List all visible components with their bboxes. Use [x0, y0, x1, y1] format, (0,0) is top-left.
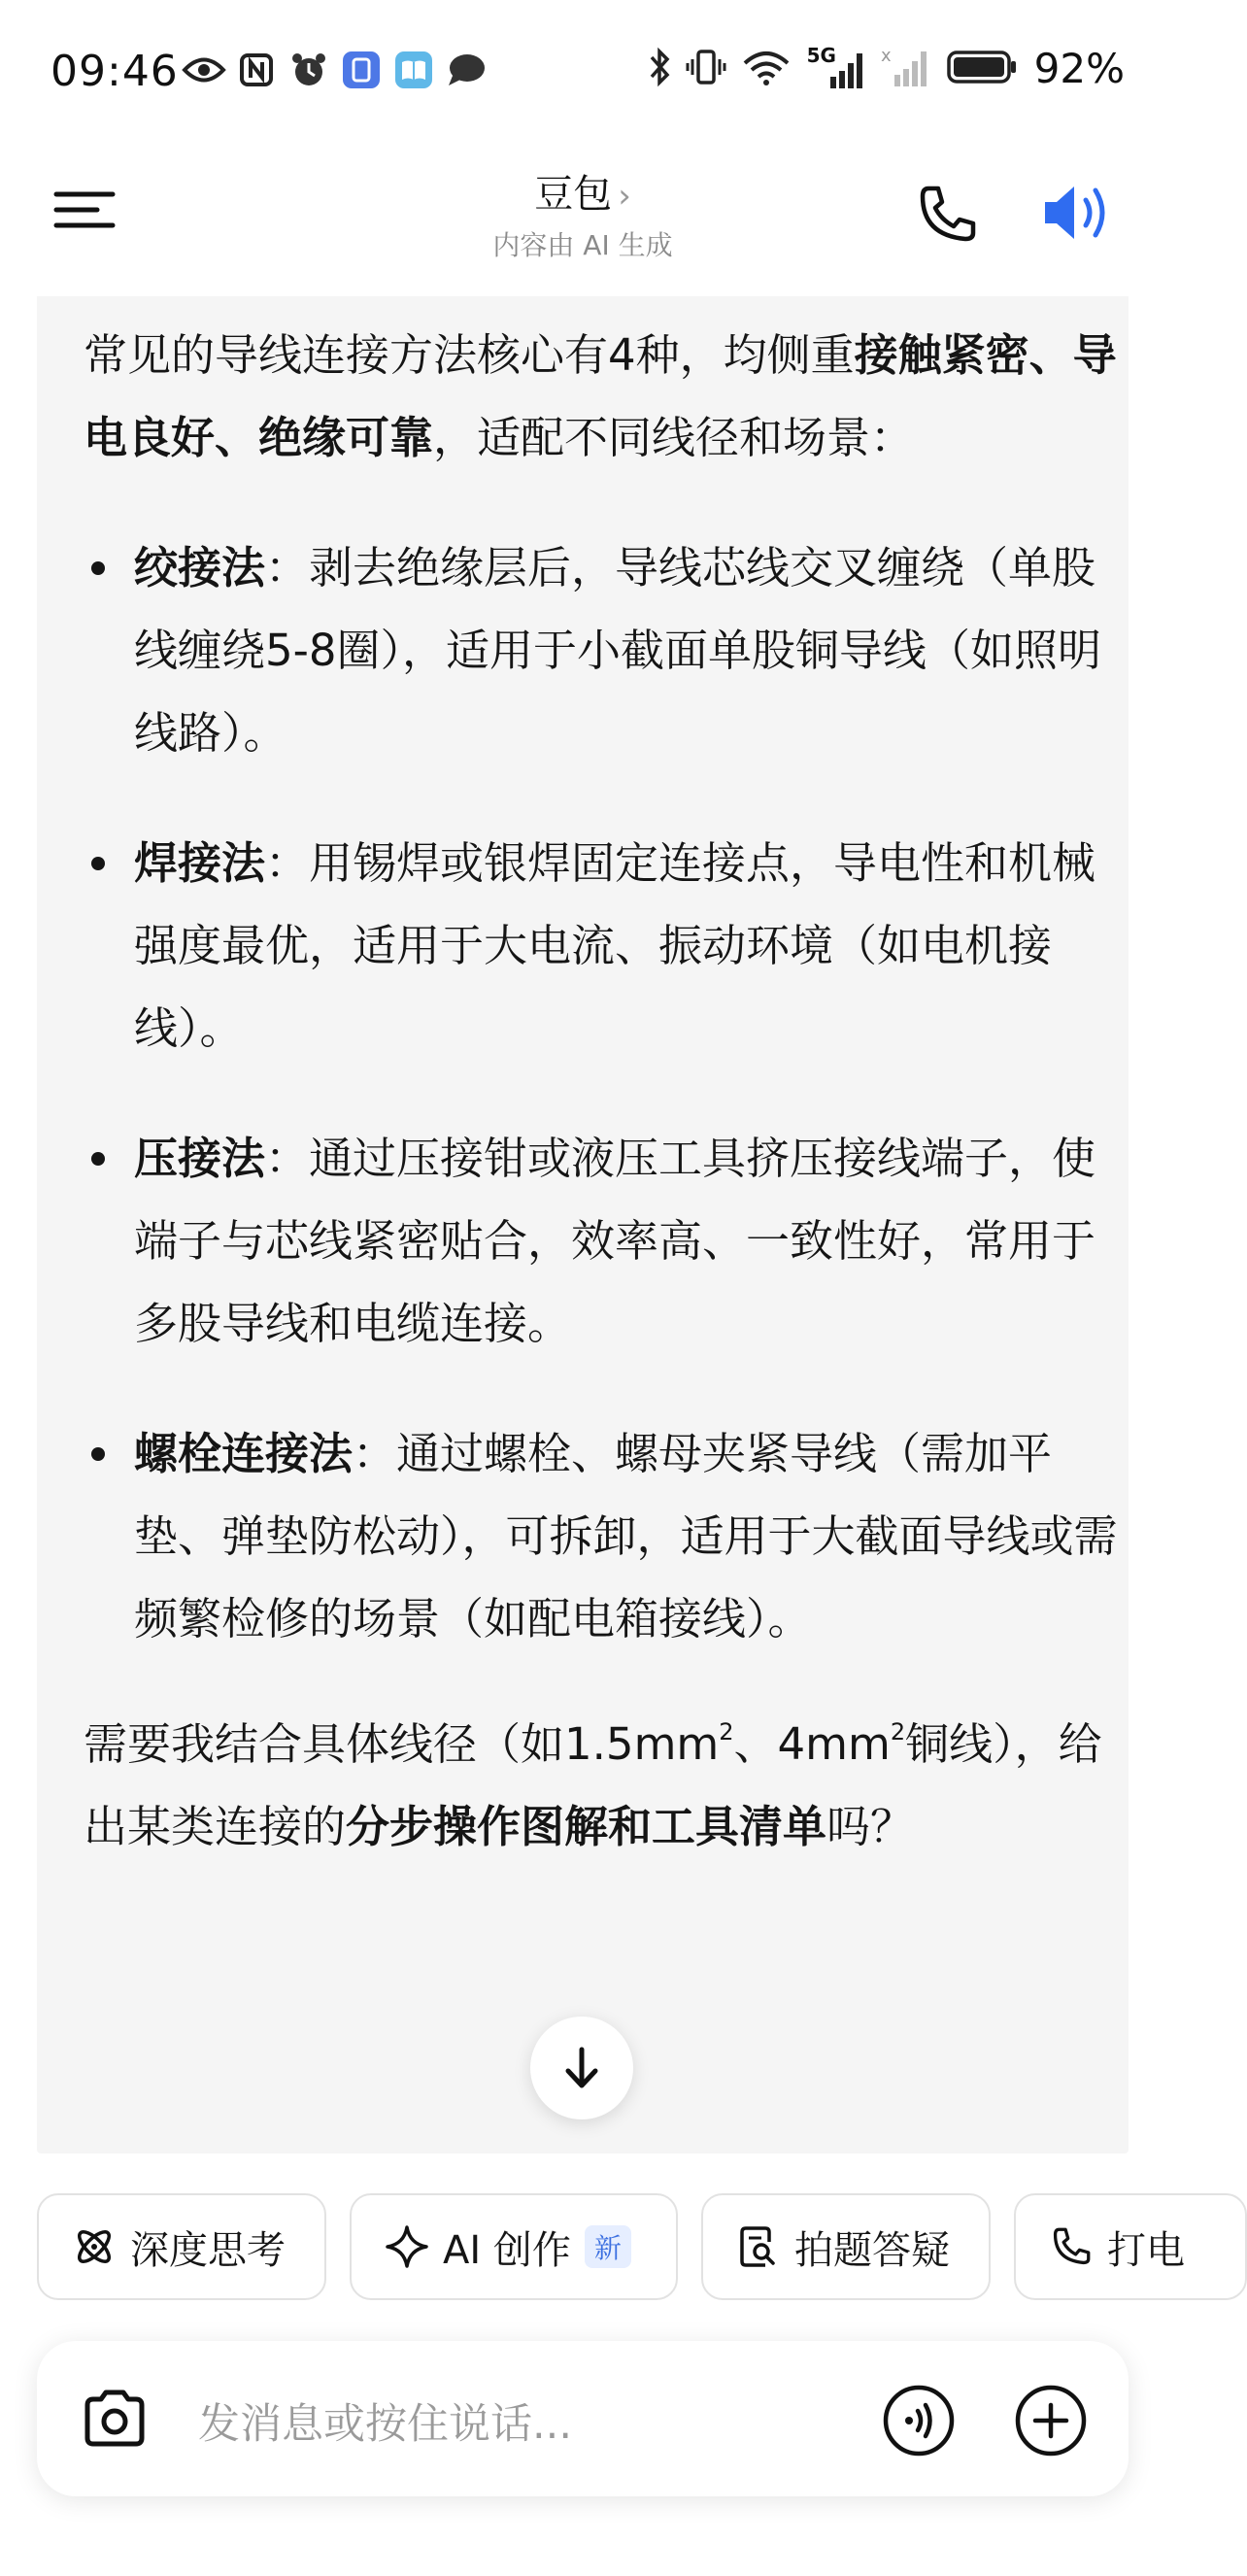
signal-off-icon — [881, 46, 931, 92]
svg-text:x: x — [880, 45, 892, 66]
method-list — [84, 526, 1123, 1660]
bot-title-area[interactable] — [0, 163, 1165, 263]
item-term: 焊接法 — [134, 837, 266, 889]
atom-icon — [72, 2224, 117, 2269]
scroll-to-bottom-button[interactable] — [530, 2017, 633, 2119]
intro-text-1: 常见的导线连接方法核心有4种，均侧重 — [84, 329, 855, 381]
new-badge: 新 — [585, 2225, 631, 2268]
list-item — [84, 1117, 1123, 1365]
book-app-icon — [394, 51, 433, 89]
ai-message-text — [84, 314, 1123, 1868]
read-aloud-button[interactable] — [1037, 179, 1115, 247]
item-term: 压接法 — [134, 1133, 266, 1184]
voice-wave-icon — [882, 2384, 956, 2457]
bot-name: 豆包 — [534, 172, 613, 217]
item-desc: ：剥去绝缘层后，导线芯线交叉缠绕（单股线缠绕5-8圈），适用于小截面单股铜导线（如照明线路）。 — [134, 542, 1102, 759]
signal-icon — [806, 43, 865, 90]
quick-action-chips — [37, 2193, 1185, 2302]
bluetooth-icon — [648, 48, 671, 90]
arrow-down-icon — [560, 2044, 603, 2092]
outro-bold-text: 分步操作图解和工具清单 — [346, 1801, 827, 1852]
network-type-label: 5G — [806, 43, 836, 67]
phone-icon — [913, 181, 981, 249]
phone-icon — [1049, 2224, 1094, 2269]
eye-icon — [185, 51, 223, 89]
search-doc-icon — [736, 2224, 781, 2269]
ai-message-card — [37, 296, 1129, 2153]
outro-text-4: 吗？ — [826, 1801, 915, 1852]
chip-label: AI 创作 — [443, 2227, 571, 2273]
status-time: 09:46 — [51, 47, 179, 96]
outro-text-1: 需要我结合具体线径（如1.5mm — [84, 1718, 720, 1770]
speaker-icon — [1037, 179, 1115, 247]
wifi-icon — [741, 48, 792, 90]
outro-text-3: 铜线），给出某类连接的 — [84, 1718, 1102, 1852]
list-item — [84, 822, 1123, 1069]
app-notify-icon — [342, 51, 381, 89]
chip-label: 打电 — [1107, 2227, 1185, 2273]
battery-percent: 92% — [1033, 45, 1125, 92]
list-item — [84, 526, 1123, 774]
chip-photo-question[interactable] — [701, 2193, 991, 2300]
outro-text-2: 、4mm — [733, 1718, 891, 1770]
more-options-button[interactable] — [1014, 2384, 1088, 2457]
status-system-icons — [648, 45, 1125, 92]
voice-call-button[interactable] — [913, 181, 981, 249]
status-bar — [0, 0, 1165, 146]
chip-label: 深度思考 — [130, 2227, 286, 2273]
item-desc: ：用锡焊或银焊固定连接点，导电性和机械强度最优，适用于大电流、振动环境（如电机接线）。 — [134, 837, 1096, 1054]
list-item — [84, 1412, 1123, 1660]
camera-icon — [80, 2388, 150, 2450]
alarm-icon — [289, 51, 328, 89]
bullet-dot — [91, 1152, 105, 1166]
bullet-dot — [91, 561, 105, 575]
item-term: 绞接法 — [134, 542, 266, 593]
chat-header — [0, 146, 1165, 272]
vibrate-icon — [687, 48, 725, 90]
chevron-right-icon: › — [618, 177, 631, 216]
chat-bubble-icon — [447, 51, 486, 89]
status-notification-icons — [185, 51, 486, 89]
item-term: 螺栓连接法 — [134, 1428, 354, 1479]
camera-button[interactable] — [80, 2388, 150, 2450]
superscript: 2 — [719, 1718, 734, 1746]
chip-ai-create[interactable] — [350, 2193, 678, 2300]
bullet-dot — [91, 1447, 105, 1461]
item-desc: ：通过螺栓、螺母夹紧导线（需加平垫、弹垫防松动），可拆卸，适用于大截面导线或需频繁检修的场景（如配电箱接线）。 — [134, 1428, 1118, 1644]
superscript: 2 — [890, 1718, 906, 1746]
intro-bold-text: 接触紧密、导电良好、绝缘可靠 — [84, 329, 1117, 463]
chip-phone-call[interactable] — [1014, 2193, 1247, 2300]
item-desc: ：通过压接钳或液压工具挤压接线端子，使端子与芯线紧密贴合，效率高、一致性好，常用于多股导线和电缆连接。 — [134, 1133, 1096, 1349]
ai-generated-notice: 内容由 AI 生成 — [492, 229, 673, 261]
sparkle-icon — [385, 2224, 429, 2269]
nfc-icon — [237, 51, 276, 89]
intro-text-2: ，适配不同线径和场景： — [433, 412, 915, 463]
voice-input-button[interactable] — [882, 2384, 956, 2457]
chip-label: 拍题答疑 — [794, 2227, 950, 2273]
battery-icon — [947, 48, 1019, 90]
plus-icon — [1014, 2384, 1088, 2457]
message-input-bar — [37, 2341, 1129, 2496]
chip-deep-thinking[interactable] — [37, 2193, 326, 2300]
message-input[interactable]: 发消息或按住说话... — [198, 2400, 573, 2449]
message-outro — [84, 1703, 1123, 1868]
message-intro — [84, 314, 1123, 479]
bullet-dot — [91, 857, 105, 870]
